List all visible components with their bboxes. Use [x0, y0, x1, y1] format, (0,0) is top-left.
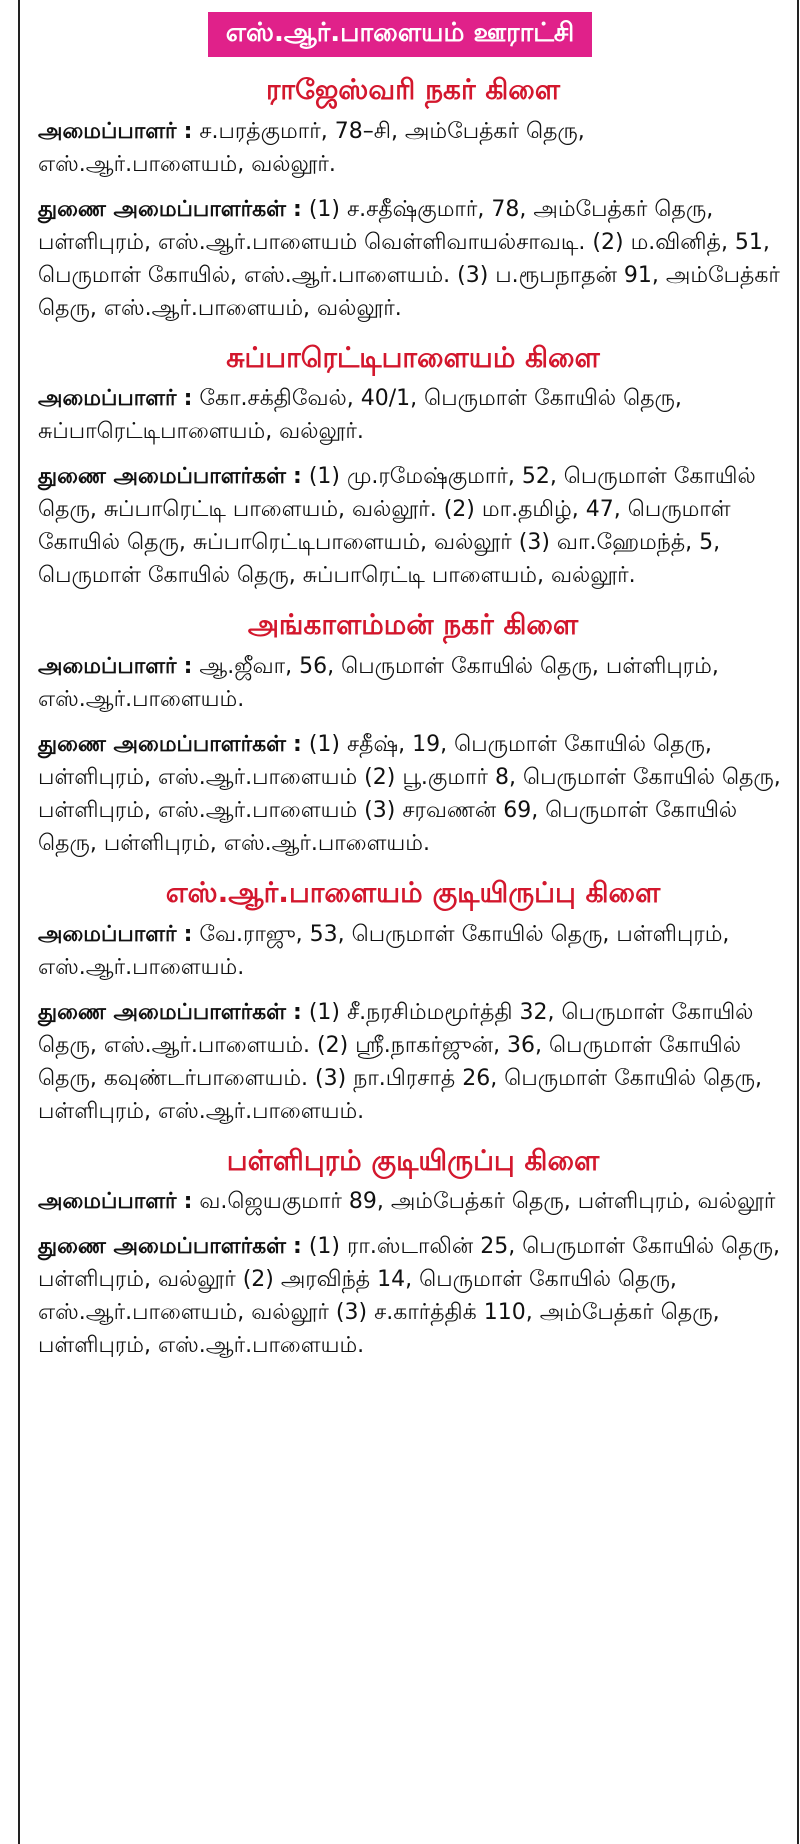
- deputies-text: (1) ரா.ஸ்டாலின் 25, பெருமாள் கோயில் தெரு, பள்ளிபுரம், வல்லூர் (2) அரவிந்த் 14, பெருமாள் கோயில் தெரு, எஸ்.ஆர்.பாளையம், வல்லூர் (3) ச.கார்த்திக் 110, அம்பேத்கர் தெரு, பள்ளிபுரம், எஸ்.ஆர்.பாளையம்.: [38, 1234, 780, 1359]
- branch-section: [38, 1144, 788, 1363]
- organizer-label: அமைப்பாளர்: [38, 1189, 177, 1215]
- label-separator: :: [183, 118, 193, 144]
- branch-section: [38, 876, 788, 1128]
- label-separator: :: [183, 653, 193, 679]
- branch-section: [38, 341, 788, 593]
- label-separator: :: [293, 1234, 302, 1260]
- organizer-label: அமைப்பாளர்: [38, 921, 177, 947]
- deputies-label: துணை அமைப்பாளர்கள்: [38, 1234, 287, 1260]
- content-body: [0, 73, 800, 1362]
- label-separator: :: [183, 386, 193, 412]
- deputies-paragraph: [38, 460, 788, 592]
- organizer-label: அமைப்பாளர்: [38, 653, 177, 679]
- deputies-label: துணை அமைப்பாளர்கள்: [38, 196, 287, 222]
- left-border-rule: [18, 0, 20, 1844]
- deputies-paragraph: [38, 193, 788, 325]
- branch-title: பள்ளிபுரம் குடியிருப்பு கிளை: [226, 1143, 600, 1177]
- label-separator: :: [183, 921, 193, 947]
- organizer-paragraph: [38, 650, 788, 716]
- branch-section: [38, 608, 788, 860]
- label-separator: :: [293, 196, 302, 222]
- organizer-text: ச.பரத்குமார், 78–சி, அம்பேத்கர் தெரு, எஸ்.ஆர்.பாளையம், வல்லூர்.: [38, 118, 585, 177]
- deputies-text: (1) மு.ரமேஷ்குமார், 52, பெருமாள் கோயில் தெரு, சுப்பாரெட்டி பாளையம், வல்லூர். (2) மா.தமிழ், 47, பெருமாள் கோயில் தெரு, சுப்பாரெட்டிபாளையம், வல்லூர் (3) வா.ஹேமந்த், 5, பெருமாள் கோயில் தெரு, சுப்பாரெட்டி பாளையம், வல்லூர்.: [38, 464, 756, 589]
- organizer-text: வ.ஜெயகுமார் 89, அம்பேத்கர் தெரு, பள்ளிபுரம், வல்லூர்: [199, 1189, 776, 1215]
- organizer-paragraph: [38, 918, 788, 984]
- label-separator: :: [183, 1189, 193, 1215]
- deputies-paragraph: [38, 996, 788, 1128]
- label-separator: :: [293, 999, 302, 1025]
- organizer-text: கோ.சக்திவேல், 40/1, பெருமாள் கோயில் தெரு, சுப்பாரெட்டிபாளையம், வல்லூர்.: [38, 386, 682, 445]
- organizer-paragraph: [38, 1185, 788, 1218]
- branch-section: [38, 73, 788, 325]
- organizer-paragraph: [38, 382, 788, 448]
- branch-title: ராஜேஸ்வரி நகர் கிளை: [265, 73, 561, 107]
- right-border-rule: [797, 0, 799, 1844]
- deputies-label: துணை அமைப்பாளர்கள்: [38, 999, 287, 1025]
- organizer-paragraph: [38, 115, 788, 181]
- deputies-label: துணை அமைப்பாளர்கள்: [38, 464, 287, 490]
- deputies-text: (1) சீ.நரசிம்மமூர்த்தி 32, பெருமாள் கோயில் தெரு, எஸ்.ஆர்.பாளையம். (2) ஸ்ரீ.நாகர்ஜுன், 36, பெருமாள் கோயில் தெரு, கவுண்டர்பாளையம். (3) நா.பிரசாத் 26, பெருமாள் கோயில் தெரு, பள்ளிபுரம், எஸ்.ஆர்.பாளையம்.: [38, 999, 762, 1124]
- deputies-text: (1) சதீஷ், 19, பெருமாள் கோயில் தெரு, பள்ளிபுரம், எஸ்.ஆர்.பாளையம் (2) பூ.குமார் 8, பெருமாள் கோயில் தெரு, பள்ளிபுரம், எஸ்.ஆர்.பாளையம் (3) சரவணன் 69, பெருமாள் கோயில் தெரு, பள்ளிபுரம், எஸ்.ஆர்.பாளையம்.: [38, 731, 781, 856]
- deputies-paragraph: [38, 728, 788, 860]
- branch-title: அங்காளம்மன் நகர் கிளை: [247, 608, 579, 642]
- header-banner: எஸ்.ஆர்.பாளையம் ஊராட்சி: [208, 12, 593, 57]
- deputies-paragraph: [38, 1230, 788, 1362]
- label-separator: :: [293, 464, 302, 490]
- deputies-text: (1) ச.சதீஷ்குமார், 78, அம்பேத்கர் தெரு, பள்ளிபுரம், எஸ்.ஆர்.பாளையம் வெள்ளிவாயல்சாவடி. (2) ம.வினித், 51, பெருமாள் கோயில், எஸ்.ஆர்.பாளையம். (3) ப.ரூபநாதன் 91, அம்பேத்கர் தெரு, எஸ்.ஆர்.பாளையம், வல்லூர்.: [38, 196, 780, 321]
- organizer-label: அமைப்பாளர்: [38, 386, 177, 412]
- organizer-label: அமைப்பாளர்: [38, 118, 177, 144]
- label-separator: :: [293, 731, 302, 757]
- branch-title: எஸ்.ஆர்.பாளையம் குடியிருப்பு கிளை: [165, 875, 661, 909]
- branch-title: சுப்பாரெட்டிபாளையம் கிளை: [226, 340, 600, 374]
- organizer-text: ஆ.ஜீவா, 56, பெருமாள் கோயில் தெரு, பள்ளிபுரம், எஸ்.ஆர்.பாளையம்.: [38, 653, 719, 712]
- header-banner-wrap: [0, 0, 800, 57]
- deputies-label: துணை அமைப்பாளர்கள்: [38, 731, 287, 757]
- organizer-text: வே.ராஜு, 53, பெருமாள் கோயில் தெரு, பள்ளிபுரம், எஸ்.ஆர்.பாளையம்.: [38, 921, 730, 980]
